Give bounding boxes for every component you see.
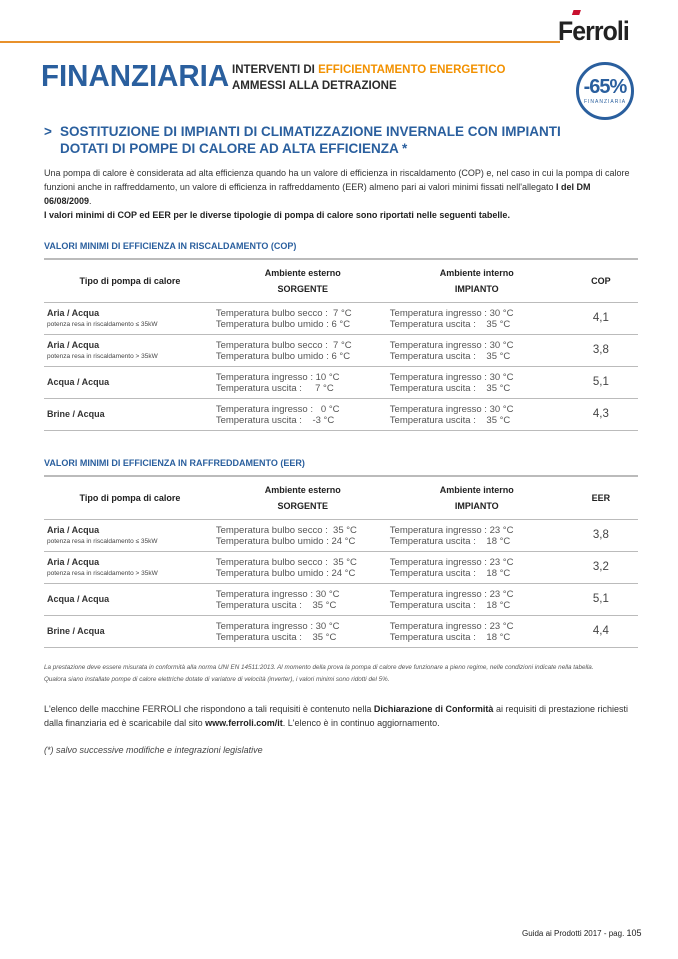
type-cell <box>44 399 216 431</box>
ext-conditions <box>216 584 390 616</box>
ext-conditions <box>216 552 390 584</box>
page-title: FINANZIARIA <box>41 58 230 93</box>
disclaimer: (*) salvo successive modifiche e integrazioni legislative <box>44 745 263 755</box>
eer-col-int-label: Ambiente interno <box>439 485 514 495</box>
eer-col-ext-label: Ambiente esterno <box>264 485 341 495</box>
eer-header-row <box>44 476 638 520</box>
subtitle-line2: AMMESSI ALLA DETRAZIONE <box>232 80 397 92</box>
ext-cond-2: Temperatura uscita : 7 °C <box>215 382 334 394</box>
pump-type: Aria / Acqua <box>47 556 100 567</box>
int-conditions <box>390 584 564 616</box>
cop-header-row <box>44 259 638 303</box>
ext-cond-2: Temperatura uscita : -3 °C <box>215 414 335 426</box>
pump-note: potenza resa in riscaldamento > 35kW <box>47 352 158 360</box>
cop-col-int-label: Ambiente interno <box>439 268 514 278</box>
ext-conditions <box>216 303 390 335</box>
efficiency-value: 4,3 <box>592 408 609 420</box>
para-bold1: Dichiarazione di Conformità <box>373 704 494 714</box>
eer-table-title: VALORI MINIMI DI EFFICIENZA IN RAFFREDDAMENTO (EER) <box>44 458 305 468</box>
ext-cond-2: Temperatura uscita : 35 °C <box>215 631 337 643</box>
ext-cond-1: Temperatura ingresso : 30 °C <box>215 588 340 600</box>
int-conditions <box>390 520 564 552</box>
cop-col-val: COP <box>591 276 611 286</box>
int-cond-1: Temperatura ingresso : 23 °C <box>389 588 514 600</box>
subtitle-highlight: EFFICIENTAMENTO ENERGETICO <box>318 64 506 76</box>
table-row <box>44 584 638 616</box>
pump-type: Brine / Acqua <box>47 626 105 636</box>
int-cond-2: Temperatura uscita : 35 °C <box>389 414 511 426</box>
pump-type: Acqua / Acqua <box>47 594 110 604</box>
intro-bold-line: I valori minimi di COP ed EER per le diverse tipologie di pompa di calore sono riportati nelle seguenti tabelle. <box>44 210 510 220</box>
pump-type: Acqua / Acqua <box>47 377 110 387</box>
int-cond-1: Temperatura ingresso : 23 °C <box>389 524 514 536</box>
table-row <box>44 399 638 431</box>
int-cond-2: Temperatura uscita : 18 °C <box>389 535 511 547</box>
cop-table <box>44 258 638 431</box>
ext-conditions <box>216 616 390 648</box>
int-conditions <box>390 303 564 335</box>
section-heading-text: SOSTITUZIONE DI IMPIANTI DI CLIMATIZZAZIONE INVERNALE CON IMPIANTI DOTATI DI POMPE DI CALORE AD ALTA EFFICIENZA * <box>60 124 561 156</box>
efficiency-value: 4,4 <box>592 625 609 637</box>
para-text2: ai requisiti di prestazione richiesti dalla finanziaria ed è scaricabile dal sito <box>44 704 628 728</box>
pump-type: Aria / Acqua <box>47 339 100 350</box>
int-cond-2: Temperatura uscita : 35 °C <box>389 382 511 394</box>
efficiency-value: 3,8 <box>592 529 609 541</box>
ext-cond-2: Temperatura bulbo umido : 6 °C <box>215 350 351 362</box>
int-cond-2: Temperatura uscita : 35 °C <box>389 350 511 362</box>
footnote-line1: La prestazione deve essere misurata in conformità alla norma UNI EN 14511:2013. Al momento della prova la pompa di calore deve funzionare a pieno regime, nelle condizioni indicate nella tabella. <box>44 664 594 671</box>
eer-col-ext <box>216 476 390 520</box>
efficiency-value: 3,8 <box>592 344 609 356</box>
int-cond-1: Temperatura ingresso : 30 °C <box>389 307 514 319</box>
cop-col-int-sub: IMPIANTO <box>454 284 499 294</box>
pump-note: potenza resa in riscaldamento ≤ 35kW <box>47 537 158 545</box>
eer-rows <box>44 520 638 648</box>
type-cell <box>44 520 216 552</box>
table-row <box>44 520 638 552</box>
int-cond-1: Temperatura ingresso : 23 °C <box>389 620 514 632</box>
int-conditions <box>390 335 564 367</box>
cop-col-ext-label: Ambiente esterno <box>264 268 341 278</box>
intro-paragraph <box>44 166 640 222</box>
ext-cond-1: Temperatura ingresso : 10 °C <box>215 371 340 383</box>
int-conditions <box>390 552 564 584</box>
int-conditions <box>390 367 564 399</box>
eer-col-ext-sub: SORGENTE <box>277 501 329 511</box>
table-row <box>44 335 638 367</box>
footnote <box>44 662 638 686</box>
eer-col-val: EER <box>591 493 611 503</box>
ext-cond-2: Temperatura bulbo umido : 24 °C <box>215 535 356 547</box>
intro-text: Una pompa di calore è considerata ad alta efficienza quando ha un valore di efficienza in riscaldamento (COP) e, nel caso in cui la pompa di calore funzioni anche in raffreddamento, un valore di efficienza in raffreddamento (EER) almeno pari ai valori minimi fissati nell'allegato <box>44 168 630 192</box>
footer-text: Guida ai Prodotti 2017 - pag. <box>522 929 627 938</box>
eer-col-int-sub: IMPIANTO <box>454 501 499 511</box>
int-cond-2: Temperatura uscita : 35 °C <box>389 318 511 330</box>
int-cond-1: Temperatura ingresso : 30 °C <box>389 371 514 383</box>
ext-cond-1: Temperatura bulbo secco : 35 °C <box>215 524 357 536</box>
ferroli-logo <box>558 16 629 47</box>
logo-text: Ferroli <box>558 16 629 46</box>
cop-col-int <box>390 259 564 303</box>
website-link[interactable]: www.ferroli.com/it <box>205 718 283 728</box>
intro-suffix: . <box>89 196 92 206</box>
type-cell <box>44 367 216 399</box>
pump-type: Aria / Acqua <box>47 524 100 535</box>
efficiency-value: 5,1 <box>592 593 609 605</box>
pump-note: potenza resa in riscaldamento > 35kW <box>47 569 158 577</box>
ext-cond-2: Temperatura bulbo umido : 24 °C <box>215 567 356 579</box>
badge-percent: -65% <box>583 76 627 98</box>
ext-cond-2: Temperatura bulbo umido : 6 °C <box>215 318 351 330</box>
header-rule <box>0 41 560 43</box>
ext-cond-1: Temperatura bulbo secco : 7 °C <box>215 339 352 351</box>
type-cell <box>44 616 216 648</box>
ext-cond-2: Temperatura uscita : 35 °C <box>215 599 337 611</box>
int-cond-2: Temperatura uscita : 18 °C <box>389 567 511 579</box>
ext-conditions <box>216 399 390 431</box>
eer-col-int <box>390 476 564 520</box>
cop-rows <box>44 303 638 431</box>
page-footer <box>522 928 642 938</box>
ext-conditions <box>216 520 390 552</box>
cop-table-title: VALORI MINIMI DI EFFICIENZA IN RISCALDAMENTO (COP) <box>44 241 297 251</box>
type-cell <box>44 303 216 335</box>
cop-col-type: Tipo di pompa di calore <box>79 276 181 286</box>
ext-cond-1: Temperatura bulbo secco : 7 °C <box>215 307 352 319</box>
para-text1: L'elenco delle macchine FERROLI che rispondono a tali requisiti è contenuto nella <box>44 704 374 714</box>
cop-col-ext-sub: SORGENTE <box>277 284 329 294</box>
table-row <box>44 367 638 399</box>
eer-table <box>44 475 638 648</box>
int-cond-2: Temperatura uscita : 18 °C <box>389 599 511 611</box>
badge-label: FINANZIARIA <box>583 99 627 105</box>
intro-ref: I del DM 06/08/2009 <box>44 182 591 206</box>
chevron-right-icon: > <box>44 124 52 139</box>
int-cond-2: Temperatura uscita : 18 °C <box>389 631 511 643</box>
int-cond-1: Temperatura ingresso : 30 °C <box>389 339 514 351</box>
pump-type: Aria / Acqua <box>47 307 100 318</box>
discount-badge <box>576 62 634 120</box>
conformity-paragraph <box>44 702 640 730</box>
int-conditions <box>390 399 564 431</box>
section-heading <box>44 123 604 157</box>
type-cell <box>44 584 216 616</box>
eer-col-type: Tipo di pompa di calore <box>79 493 181 503</box>
int-cond-1: Temperatura ingresso : 30 °C <box>389 403 514 415</box>
pump-note: potenza resa in riscaldamento ≤ 35kW <box>47 320 158 328</box>
table-row <box>44 552 638 584</box>
int-cond-1: Temperatura ingresso : 23 °C <box>389 556 514 568</box>
efficiency-value: 3,2 <box>592 561 609 573</box>
page-number: 105 <box>626 928 642 938</box>
efficiency-value: 4,1 <box>592 312 609 324</box>
para-text3: . L'elenco è in continuo aggiornamento. <box>282 718 440 728</box>
footnote-line2: Qualora siano installate pompe di calore elettriche dotate di variatore di velocità (inverter), i valori minimi sono ridotti del 5%. <box>44 676 390 683</box>
cop-col-ext <box>216 259 390 303</box>
table-row <box>44 616 638 648</box>
type-cell <box>44 335 216 367</box>
ext-conditions <box>216 335 390 367</box>
logo-accent-icon <box>572 10 581 15</box>
int-conditions <box>390 616 564 648</box>
type-cell <box>44 552 216 584</box>
pump-type: Brine / Acqua <box>47 409 105 419</box>
subtitle <box>232 62 505 94</box>
ext-conditions <box>216 367 390 399</box>
efficiency-value: 5,1 <box>592 376 609 388</box>
ext-cond-1: Temperatura ingresso : 0 °C <box>215 403 340 415</box>
ext-cond-1: Temperatura ingresso : 30 °C <box>215 620 340 632</box>
ext-cond-1: Temperatura bulbo secco : 35 °C <box>215 556 357 568</box>
subtitle-prefix: INTERVENTI DI <box>232 64 319 76</box>
table-row <box>44 303 638 335</box>
